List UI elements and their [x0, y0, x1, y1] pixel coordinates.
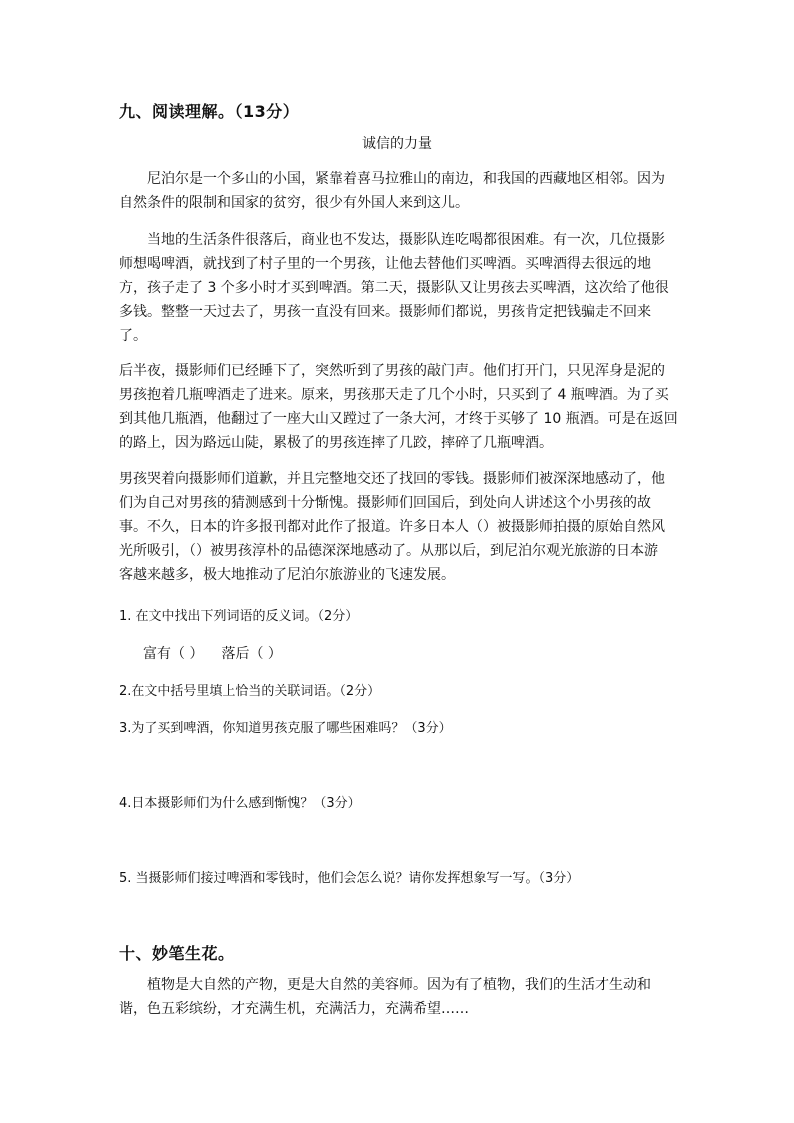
- question-1-fill-blanks: [143, 643, 282, 663]
- paragraph-line: 男孩抱着几瓶啤酒走了进来。原来，男孩那天走了几个小时，只买到了 4 瓶啤酒。为了买: [119, 387, 669, 403]
- question-5: 5. 当摄影师们接过啤酒和零钱时，他们会怎么说？请你发挥想象写一写。（3分）: [119, 871, 580, 886]
- section-10-heading: 十、妙笔生花。: [119, 944, 235, 963]
- passage-paragraph-3: [119, 359, 679, 455]
- paragraph-line: 客越来越多，极大地推动了尼泊尔旅游业的飞速发展。: [119, 567, 455, 583]
- paragraph-line: 谐，色五彩缤纷，才充满生机，充满活力，充满希望……: [119, 1001, 469, 1017]
- paragraph-line: 自然条件的限制和国家的贫穷，很少有外国人来到这儿。: [119, 195, 469, 211]
- section-9-heading: 九、阅读理解。（13分）: [119, 102, 300, 121]
- fill-blank-wealthy: 富有（ ）: [143, 646, 204, 662]
- paragraph-line: 当地的生活条件很落后，商业也不发达，摄影队连吃喝都很困难。有一次，几位摄影: [147, 232, 665, 248]
- paragraph-line: 师想喝啤酒，就找到了村子里的一个男孩，让他去替他们买啤酒。买啤酒得去很远的地: [119, 256, 651, 272]
- paragraph-line: 植物是大自然的产物，更是大自然的美容师。因为有了植物，我们的生活才生动和: [147, 977, 651, 993]
- paragraph-line: 事。不久，日本的许多报刊都对此作了报道。许多日本人（）被摄影师拍摄的原始自然风: [119, 519, 665, 535]
- passage-paragraph-2: [119, 228, 679, 348]
- passage-title: 诚信的力量: [362, 136, 432, 152]
- paragraph-line: 的路上，因为路远山陡，累极了的男孩连摔了几跤，摔碎了几瓶啤酒。: [119, 435, 553, 451]
- passage-paragraph-4: [119, 467, 679, 587]
- paragraph-line: 了。: [119, 328, 147, 344]
- paragraph-line: 后半夜，摄影师们已经睡下了，突然听到了男孩的敲门声。他们打开门，只见浑身是泥的: [119, 363, 665, 379]
- paragraph-line: 们为自己对男孩的猜测感到十分惭愧。摄影师们回国后，到处向人讲述这个小男孩的故: [119, 495, 651, 511]
- paragraph-line: 尼泊尔是一个多山的小国，紧靠着喜马拉雅山的南边，和我国的西藏地区相邻。因为: [147, 171, 665, 187]
- question-3: 3.为了买到啤酒，你知道男孩克服了哪些困难吗？（3分）: [119, 721, 452, 736]
- paragraph-line: 光所吸引，（）被男孩淳朴的品德深深地感动了。从那以后，到尼泊尔观光旅游的日本游: [119, 543, 658, 559]
- fill-blank-backward: 落后（ ）: [221, 646, 282, 662]
- paragraph-line: 多钱。整整一天过去了，男孩一直没有回来。摄影师们都说，男孩肯定把钱骗走不回来: [119, 304, 651, 320]
- paragraph-line: 男孩哭着向摄影师们道歉，并且完整地交还了找回的零钱。摄影师们被深深地感动了，他: [119, 471, 665, 487]
- paragraph-line: 到其他几瓶酒，他翻过了一座大山又蹚过了一条大河，才终于买够了 10 瓶酒。可是在返回: [119, 411, 678, 427]
- question-2: 2.在文中括号里填上恰当的关联词语。（2分）: [119, 684, 381, 699]
- question-1: 1. 在文中找出下列词语的反义词。（2分）: [119, 609, 359, 624]
- question-4: 4.日本摄影师们为什么感到惭愧？（3分）: [119, 796, 361, 811]
- passage-paragraph-1: [119, 167, 679, 215]
- writing-prompt-paragraph: [119, 973, 679, 1021]
- paragraph-line: 方，孩子走了 3 个多小时才买到啤酒。第二天，摄影队又让男孩去买啤酒，这次给了他很: [119, 280, 669, 296]
